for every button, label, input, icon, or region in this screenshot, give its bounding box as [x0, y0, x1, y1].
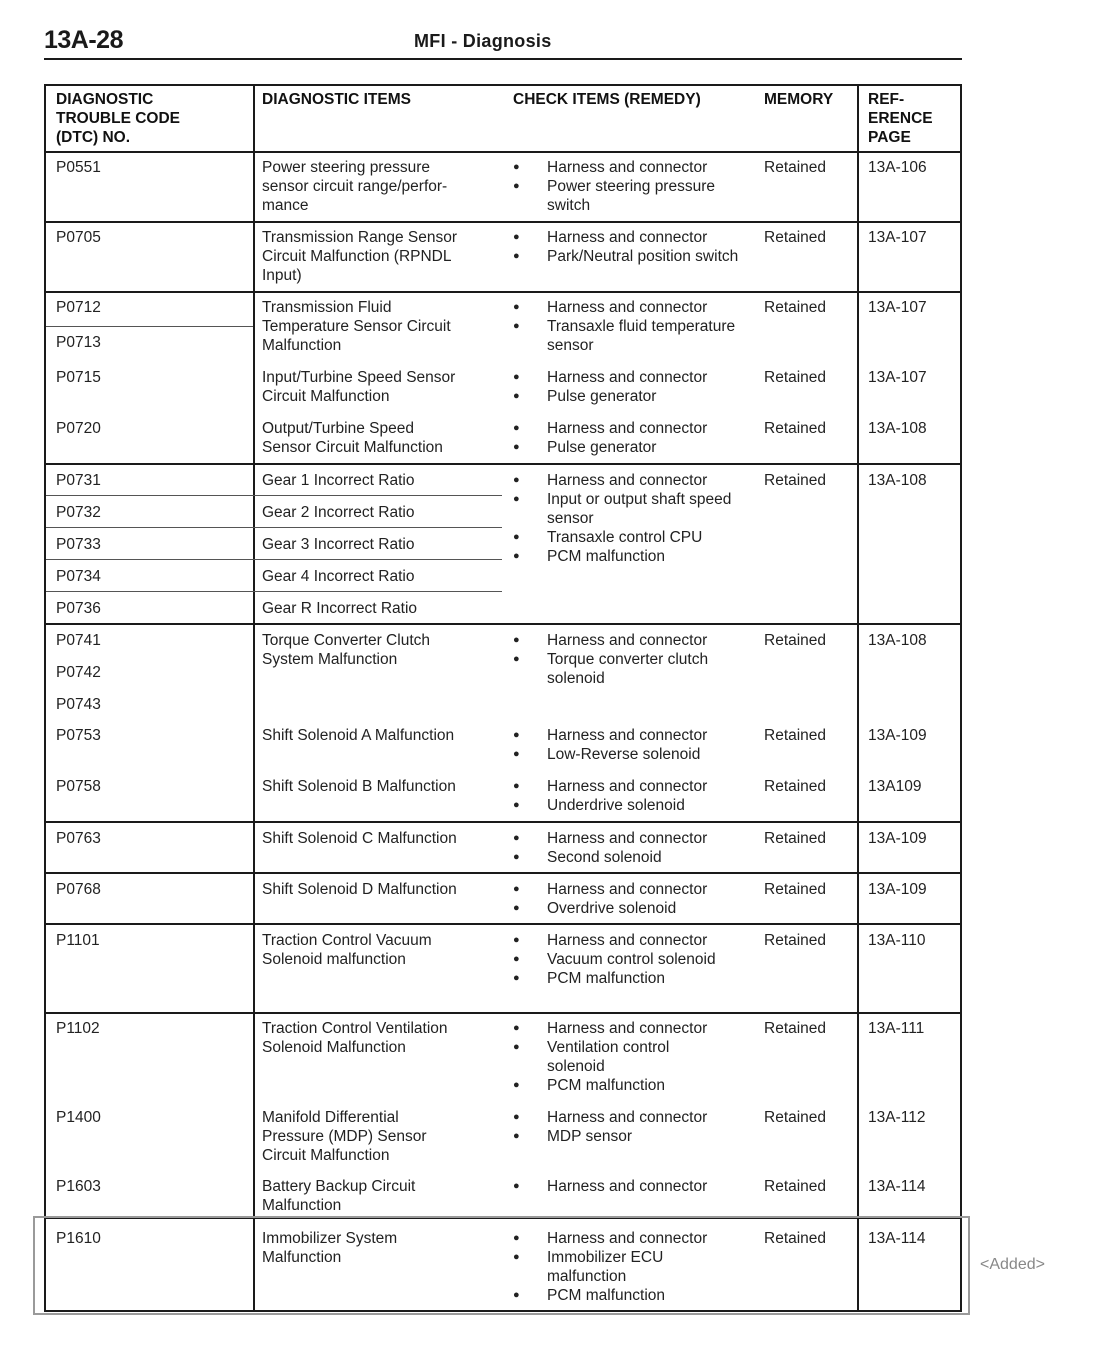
- reference-page: 13A-108: [868, 632, 927, 649]
- list-item: ● Harness and connector: [513, 158, 757, 177]
- row-divider: [46, 527, 502, 528]
- diagnostic-item: Shift Solenoid B Malfunction: [262, 778, 456, 795]
- row-divider: [46, 221, 960, 223]
- diagnostic-item: Transmission Fluid Temperature Sensor Circuit Malfunction: [262, 299, 451, 354]
- list-item: ● MDP sensor: [513, 1127, 707, 1146]
- column-header-ref: REF- ERENCE PAGE: [868, 91, 933, 146]
- list-item: ● Harness and connector: [513, 931, 727, 950]
- diagnostic-item: Gear R Incorrect Ratio: [262, 600, 418, 617]
- check-items: [513, 419, 707, 457]
- diagnostic-item: Battery Backup Circuit Malfunction: [262, 1178, 416, 1214]
- list-item: ● Harness and connector: [513, 1108, 707, 1127]
- list-item: ● Pulse generator: [513, 438, 707, 457]
- reference-page: 13A-109: [868, 830, 927, 847]
- reference-page: 13A-114: [868, 1178, 926, 1195]
- check-items: [513, 471, 747, 566]
- list-item: ● Immobilizer ECU malfunction: [513, 1248, 727, 1286]
- dtc-code: P0731: [56, 472, 101, 489]
- dtc-code: P0715: [56, 369, 101, 386]
- list-item: ● Power steering pressure switch: [513, 177, 757, 215]
- check-items: [513, 829, 707, 867]
- row-divider: [46, 151, 960, 153]
- memory-value: Retained: [764, 727, 827, 744]
- memory-value: Retained: [764, 932, 827, 949]
- page-title: MFI - Diagnosis: [414, 31, 552, 51]
- dtc-code: P0712: [56, 299, 101, 316]
- header-rule: [44, 58, 962, 60]
- dtc-code: P0720: [56, 420, 101, 437]
- reference-page: 13A-109: [868, 727, 927, 744]
- diagnostic-item: Immobilizer System Malfunction: [262, 1230, 398, 1266]
- column-header-dtc: DIAGNOSTIC TROUBLE CODE (DTC) NO.: [56, 91, 180, 146]
- list-item: ● PCM malfunction: [513, 547, 747, 566]
- diagnostic-item: Gear 3 Incorrect Ratio: [262, 536, 415, 553]
- check-items: [513, 1108, 707, 1146]
- dtc-code: P1603: [56, 1178, 101, 1195]
- list-item: ● Transaxle control CPU: [513, 528, 747, 547]
- check-items: [513, 158, 757, 215]
- dtc-code: P0753: [56, 727, 101, 744]
- list-item: ● Torque converter clutch solenoid: [513, 650, 757, 688]
- memory-value: Retained: [764, 1109, 827, 1126]
- dtc-code: P0743: [56, 696, 101, 713]
- check-items: [513, 880, 707, 918]
- check-items: [513, 931, 727, 988]
- dtc-table: [44, 84, 962, 1312]
- column-header-check: CHECK ITEMS (REMEDY): [513, 91, 701, 108]
- dtc-code: P0768: [56, 881, 101, 898]
- check-items: [513, 726, 707, 764]
- list-item: ● Harness and connector: [513, 298, 747, 317]
- dtc-code: P0741: [56, 632, 101, 649]
- row-divider: [46, 872, 960, 874]
- reference-page: 13A-107: [868, 299, 927, 316]
- list-item: ● Ventilation control solenoid: [513, 1038, 727, 1076]
- list-item: ● Harness and connector: [513, 368, 707, 387]
- list-item: ● Harness and connector: [513, 880, 707, 899]
- list-item: ● Park/Neutral position switch: [513, 247, 757, 266]
- check-items: [513, 1019, 727, 1095]
- list-item: ● Second solenoid: [513, 848, 707, 867]
- dtc-code: P0713: [56, 334, 101, 351]
- dtc-code: P0734: [56, 568, 101, 585]
- row-divider: [46, 623, 960, 625]
- list-item: ● Harness and connector: [513, 726, 707, 745]
- memory-value: Retained: [764, 420, 827, 437]
- check-items: [513, 631, 757, 688]
- diagnostic-item: Shift Solenoid C Malfunction: [262, 830, 457, 847]
- check-items: [513, 298, 747, 355]
- reference-page: 13A-109: [868, 881, 927, 898]
- column-divider: [857, 86, 859, 1310]
- memory-value: Retained: [764, 369, 827, 386]
- row-divider: [46, 326, 253, 327]
- list-item: ● Harness and connector: [513, 631, 757, 650]
- dtc-code: P0551: [56, 159, 101, 176]
- list-item: ● PCM malfunction: [513, 969, 727, 988]
- reference-page: 13A-110: [868, 932, 926, 949]
- reference-page: 13A109: [868, 778, 922, 795]
- dtc-code: P0736: [56, 600, 101, 617]
- check-items: [513, 1177, 707, 1196]
- diagnostic-item: Transmission Range Sensor Circuit Malfunction (RPNDL Input): [262, 229, 457, 284]
- reference-page: 13A-111: [868, 1020, 925, 1037]
- diagnostic-item: Gear 4 Incorrect Ratio: [262, 568, 415, 585]
- dtc-code: P0758: [56, 778, 101, 795]
- reference-page: 13A-114: [868, 1230, 926, 1247]
- list-item: ● Harness and connector: [513, 228, 757, 247]
- dtc-code: P0763: [56, 830, 101, 847]
- dtc-code: P0732: [56, 504, 101, 521]
- list-item: ● Harness and connector: [513, 419, 707, 438]
- check-items: [513, 228, 757, 266]
- dtc-code: P0705: [56, 229, 101, 246]
- page-number: 13A-28: [44, 26, 123, 54]
- list-item: ● Pulse generator: [513, 387, 707, 406]
- reference-page: 13A-107: [868, 229, 927, 246]
- diagnostic-item: Input/Turbine Speed Sensor Circuit Malfunction: [262, 369, 456, 405]
- dtc-code: P0733: [56, 536, 101, 553]
- reference-page: 13A-107: [868, 369, 927, 386]
- diagnostic-item: Gear 2 Incorrect Ratio: [262, 504, 415, 521]
- row-divider: [46, 591, 502, 592]
- dtc-code: P1102: [56, 1020, 100, 1037]
- diagnostic-item: Output/Turbine Speed Sensor Circuit Malfunction: [262, 420, 443, 456]
- memory-value: Retained: [764, 159, 827, 176]
- diagnostic-item: Torque Converter Clutch System Malfunction: [262, 632, 430, 668]
- list-item: ● Transaxle fluid temperature sensor: [513, 317, 747, 355]
- list-item: ● PCM malfunction: [513, 1076, 727, 1095]
- row-divider: [46, 495, 502, 496]
- memory-value: Retained: [764, 1178, 827, 1195]
- list-item: ● Overdrive solenoid: [513, 899, 707, 918]
- memory-value: Retained: [764, 778, 827, 795]
- dtc-code: P1400: [56, 1109, 101, 1126]
- dtc-code: P1101: [56, 932, 100, 949]
- list-item: ● Input or output shaft speed sensor: [513, 490, 747, 528]
- added-highlight-box: [33, 1216, 970, 1315]
- reference-page: 13A-108: [868, 472, 927, 489]
- diagnostic-item: Gear 1 Incorrect Ratio: [262, 472, 415, 489]
- list-item: ● Harness and connector: [513, 1019, 727, 1038]
- list-item: ● Harness and connector: [513, 1229, 727, 1248]
- diagnostic-item: Shift Solenoid D Malfunction: [262, 881, 457, 898]
- reference-page: 13A-112: [868, 1109, 926, 1126]
- row-divider: [46, 291, 960, 293]
- memory-value: Retained: [764, 830, 827, 847]
- list-item: ● Harness and connector: [513, 829, 707, 848]
- diagnostic-item: Traction Control Vacuum Solenoid malfunction: [262, 932, 432, 968]
- memory-value: Retained: [764, 632, 827, 649]
- check-items: [513, 368, 707, 406]
- added-note: <Added>: [980, 1256, 1045, 1273]
- memory-value: Retained: [764, 229, 827, 246]
- memory-value: Retained: [764, 472, 827, 489]
- reference-page: 13A-108: [868, 420, 927, 437]
- diagnostic-item: Power steering pressure sensor circuit range/perfor- mance: [262, 159, 448, 214]
- reference-page: 13A-106: [868, 159, 927, 176]
- memory-value: Retained: [764, 1230, 827, 1247]
- column-header-memory: MEMORY: [764, 91, 834, 108]
- memory-value: Retained: [764, 881, 827, 898]
- list-item: ● Low-Reverse solenoid: [513, 745, 707, 764]
- column-header-items: DIAGNOSTIC ITEMS: [262, 91, 411, 108]
- row-divider: [46, 923, 960, 925]
- list-item: ● PCM malfunction: [513, 1286, 727, 1305]
- list-item: ● Harness and connector: [513, 1177, 707, 1196]
- memory-value: Retained: [764, 1020, 827, 1037]
- dtc-code: P0742: [56, 664, 101, 681]
- list-item: ● Harness and connector: [513, 471, 747, 490]
- dtc-code: P1610: [56, 1230, 101, 1247]
- list-item: ● Underdrive solenoid: [513, 796, 707, 815]
- list-item: ● Vacuum control solenoid: [513, 950, 727, 969]
- diagnostic-item: Manifold Differential Pressure (MDP) Sensor Circuit Malfunction: [262, 1109, 427, 1164]
- column-divider: [253, 86, 255, 1310]
- check-items: [513, 777, 707, 815]
- row-divider: [46, 1012, 960, 1014]
- memory-value: Retained: [764, 299, 827, 316]
- diagnostic-item: Traction Control Ventilation Solenoid Malfunction: [262, 1020, 448, 1056]
- row-divider: [46, 463, 960, 465]
- diagnostic-item: Shift Solenoid A Malfunction: [262, 727, 455, 744]
- row-divider: [46, 821, 960, 823]
- list-item: ● Harness and connector: [513, 777, 707, 796]
- row-divider: [46, 559, 502, 560]
